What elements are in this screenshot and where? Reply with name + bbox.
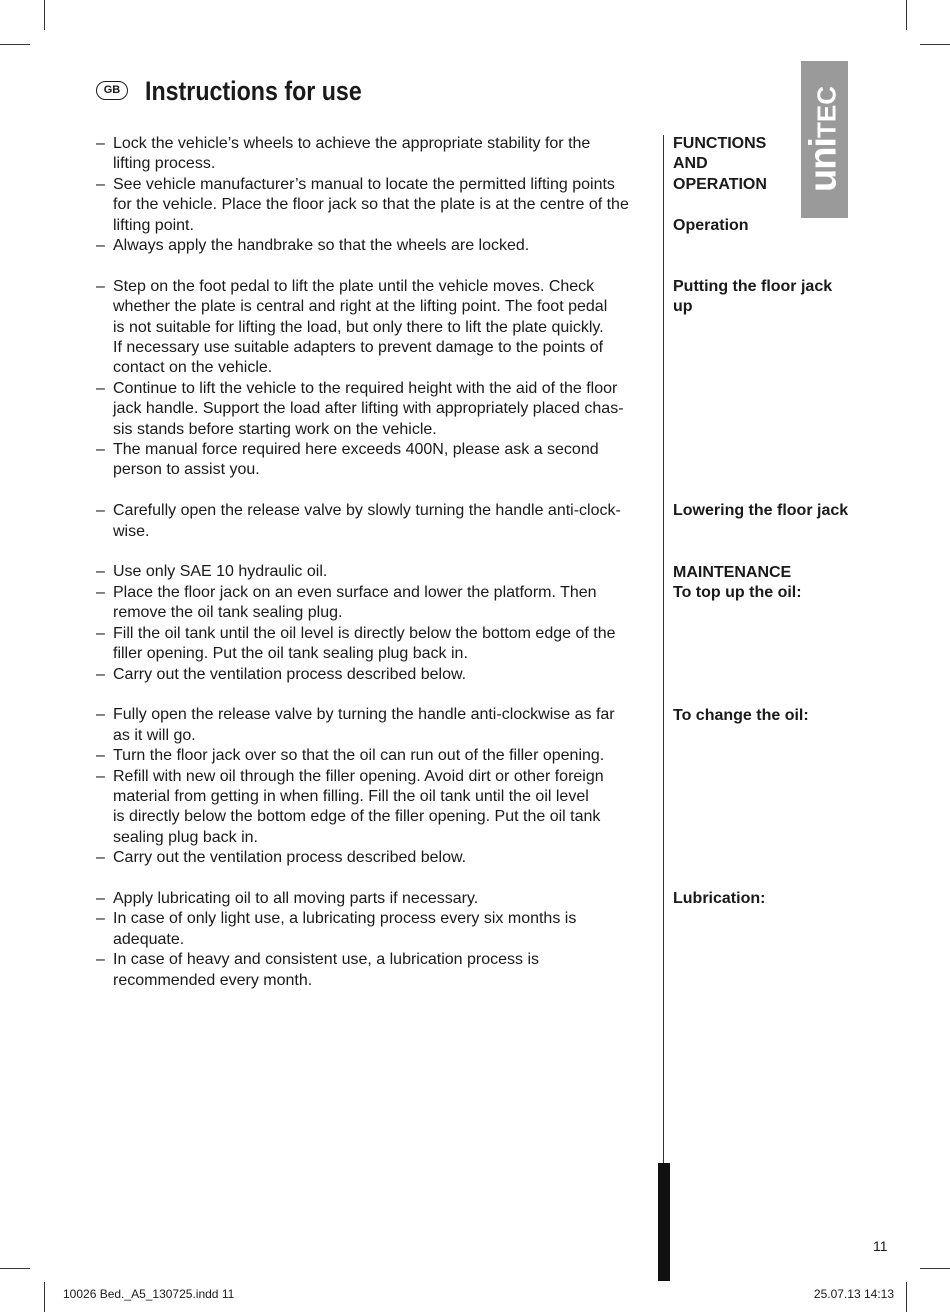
crop-mark bbox=[44, 0, 45, 30]
heading-top-up-oil: To top up the oil: bbox=[673, 584, 802, 601]
print-slug-date: 25.07.13 14:13 bbox=[813, 1287, 894, 1301]
heading-operation: Operation bbox=[673, 217, 749, 234]
list-item bbox=[96, 909, 658, 950]
logo-uni: uni bbox=[802, 138, 845, 192]
dash-bullet: – bbox=[96, 951, 105, 969]
spacer bbox=[96, 685, 658, 705]
item-text: Fully open the release valve by turning the handle anti-clockwise as far as it will go. bbox=[113, 706, 615, 744]
list-item bbox=[96, 848, 658, 868]
heading-maintenance: MAINTENANCE bbox=[673, 564, 792, 581]
crop-mark bbox=[44, 1282, 45, 1312]
item-text: Continue to lift the vehicle to the required height with the aid of the floor jack handle. Support the load after lifting with appropriately placed chas- sis stands before starting work on the vehicle. bbox=[113, 379, 624, 438]
crop-mark bbox=[920, 44, 950, 45]
language-badge: GB bbox=[96, 81, 128, 100]
instructions-column bbox=[96, 134, 658, 991]
item-text: Use only SAE 10 hydraulic oil. bbox=[113, 563, 328, 581]
item-text: Step on the foot pedal to lift the plate until the vehicle moves. Check whether the plate is central and right at the lifting point. The foot pedal is not suitable for lifting the load, but only there to lift the plate quickly. If necessary use suitable adapters to prevent damage to the points of contact on the vehicle. bbox=[113, 277, 608, 377]
crop-mark bbox=[906, 0, 907, 30]
list-item bbox=[96, 583, 658, 624]
item-text: Apply lubricating oil to all moving parts if necessary. bbox=[113, 889, 479, 907]
list-item bbox=[96, 175, 658, 236]
item-text: Always apply the handbrake so that the wheels are locked. bbox=[113, 237, 530, 255]
page-number: 11 bbox=[873, 1238, 888, 1254]
item-text: In case of heavy and consistent use, a lubrication process is recommended every month. bbox=[113, 951, 540, 989]
item-text: Lock the vehicle’s wheels to achieve the appropriate stability for the lifting process. bbox=[113, 135, 591, 173]
heading-functions-and-operation: FUNCTIONS AND OPERATION bbox=[673, 135, 767, 193]
dash-bullet: – bbox=[96, 910, 105, 928]
dash-bullet: – bbox=[96, 583, 105, 601]
heading-lubrication: Lubrication: bbox=[673, 890, 766, 907]
logo-wordmark bbox=[803, 86, 846, 192]
list-item bbox=[96, 562, 658, 582]
dash-bullet: – bbox=[96, 237, 105, 255]
item-text: The manual force required here exceeds 400N, please ask a second person to assist you. bbox=[113, 441, 599, 479]
thumb-index-bar bbox=[658, 1163, 670, 1281]
dash-bullet: – bbox=[96, 889, 105, 907]
list-item bbox=[96, 746, 658, 766]
heading-change-oil: To change the oil: bbox=[673, 707, 809, 724]
list-item bbox=[96, 501, 658, 542]
list-item bbox=[96, 379, 658, 440]
list-item bbox=[96, 705, 658, 746]
spacer bbox=[96, 256, 658, 276]
list-item bbox=[96, 889, 658, 909]
dash-bullet: – bbox=[96, 135, 105, 152]
list-item bbox=[96, 236, 658, 256]
item-text: See vehicle manufacturer’s manual to locate the permitted lifting points for the vehicle. Place the floor jack so that the plate is at the centre of the lifting point. bbox=[113, 175, 629, 234]
list-item bbox=[96, 767, 658, 849]
item-text: In case of only light use, a lubricating process every six months is adequate. bbox=[113, 910, 577, 948]
item-text: Carry out the ventilation process described below. bbox=[113, 849, 467, 867]
item-text: Carefully open the release valve by slowly turning the handle anti-clock- wise. bbox=[113, 502, 621, 540]
list-item bbox=[96, 950, 658, 991]
unitec-logo bbox=[801, 61, 848, 218]
column-divider bbox=[663, 135, 664, 1165]
print-slug-file: 10026 Bed._A5_130725.indd 11 bbox=[63, 1287, 235, 1301]
dash-bullet: – bbox=[96, 767, 105, 785]
item-text: Refill with new oil through the filler opening. Avoid dirt or other foreign material from getting in when filling. Fill the oil tank until the oil level is directly below the bottom edge of the filler opening. Put the oil tank sealing plug back in. bbox=[113, 767, 604, 846]
crop-mark bbox=[0, 44, 30, 45]
item-text: Place the floor jack on an even surface and lower the platform. Then remove the oil tank sealing plug. bbox=[113, 583, 597, 622]
crop-mark bbox=[906, 1282, 907, 1312]
item-text: Fill the oil tank until the oil level is directly below the bottom edge of the filler opening. Put the oil tank sealing plug back in. bbox=[113, 624, 616, 663]
list-item bbox=[96, 624, 658, 665]
crop-mark bbox=[0, 1268, 30, 1269]
dash-bullet: – bbox=[96, 277, 105, 295]
item-text: Carry out the ventilation process described below. bbox=[113, 665, 467, 683]
dash-bullet: – bbox=[96, 665, 105, 683]
logo-tec: TEC bbox=[811, 86, 842, 139]
dash-bullet: – bbox=[96, 849, 105, 867]
page-title: Instructions for use bbox=[145, 76, 362, 106]
list-item bbox=[96, 134, 658, 175]
dash-bullet: – bbox=[96, 563, 105, 581]
spacer bbox=[96, 481, 658, 501]
list-item bbox=[96, 277, 658, 379]
heading-lowering: Lowering the floor jack bbox=[673, 502, 849, 519]
dash-bullet: – bbox=[96, 706, 105, 724]
dash-bullet: – bbox=[96, 379, 105, 397]
dash-bullet: – bbox=[96, 624, 105, 642]
dash-bullet: – bbox=[96, 175, 105, 193]
spacer bbox=[96, 869, 658, 889]
crop-mark bbox=[920, 1268, 950, 1269]
dash-bullet: – bbox=[96, 747, 105, 765]
list-item bbox=[96, 665, 658, 685]
item-text: Turn the floor jack over so that the oil can run out of the filler opening. bbox=[113, 747, 605, 765]
spacer bbox=[96, 542, 658, 562]
dash-bullet: – bbox=[96, 502, 105, 520]
heading-putting-up: Putting the floor jack up bbox=[673, 278, 833, 316]
list-item bbox=[96, 440, 658, 481]
dash-bullet: – bbox=[96, 441, 105, 459]
